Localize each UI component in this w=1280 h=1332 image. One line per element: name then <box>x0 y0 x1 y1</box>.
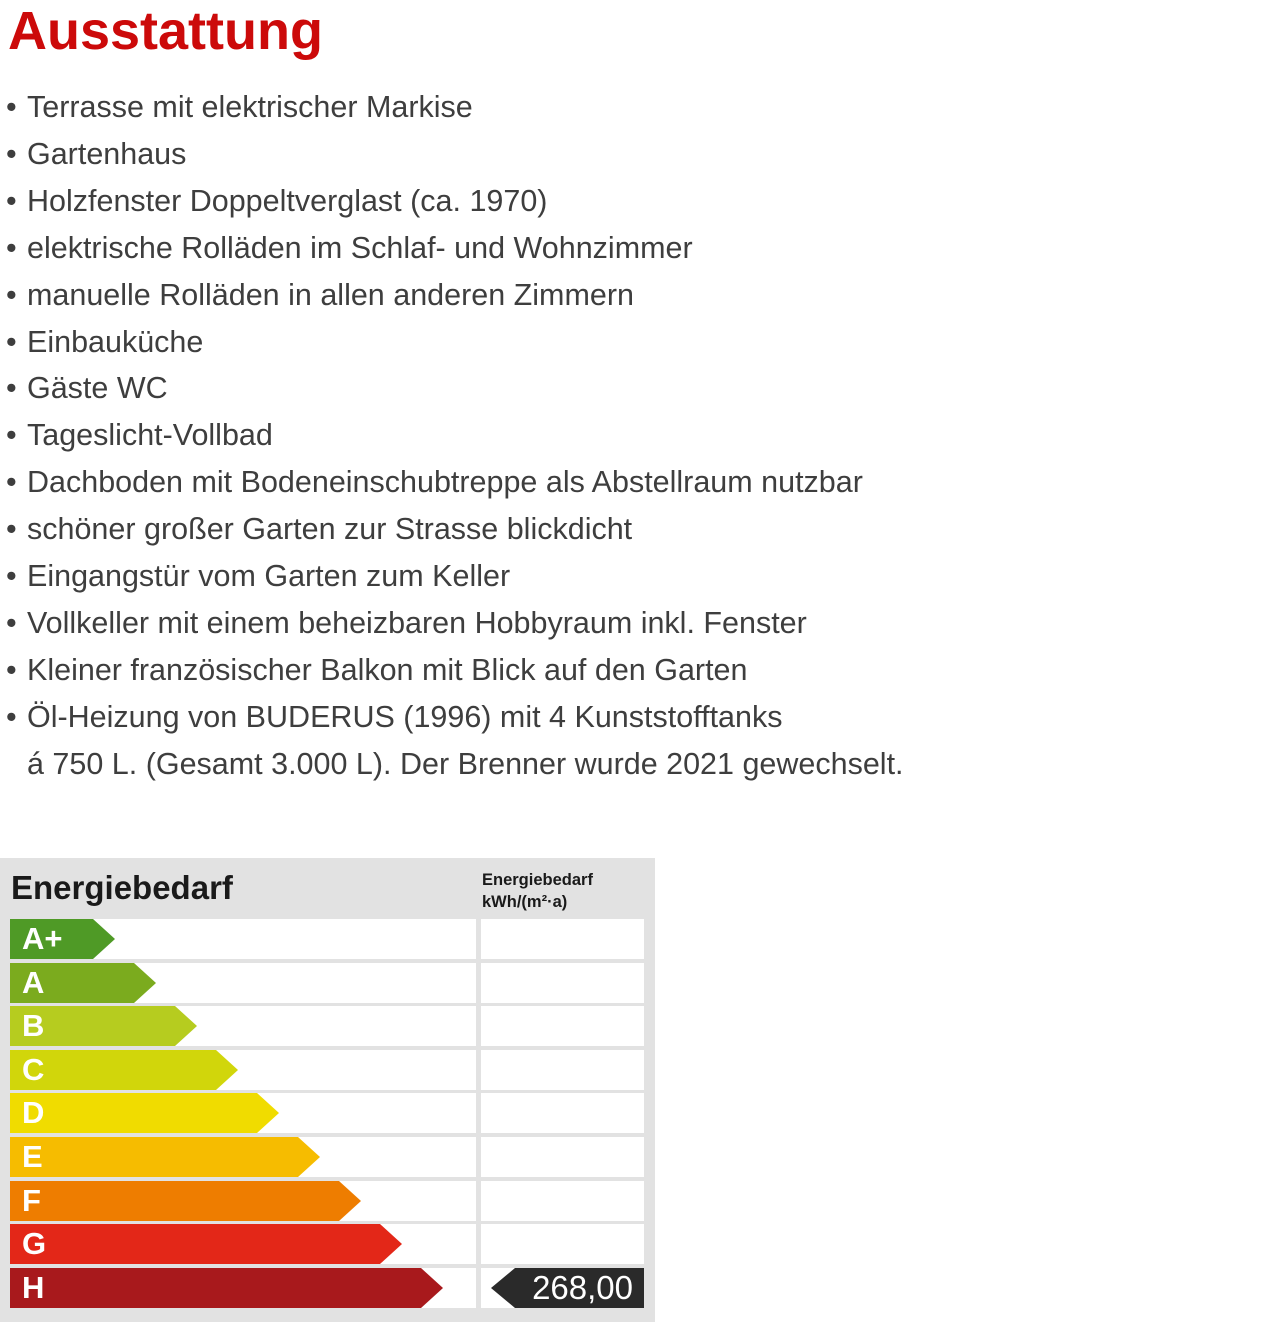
bullet-icon: • <box>6 183 17 218</box>
feature-item-text: Holzfenster Doppeltverglast (ca. 1970) <box>27 183 548 218</box>
feature-item <box>6 84 904 131</box>
feature-list <box>6 84 904 788</box>
energy-value-cell <box>481 1006 644 1046</box>
energy-class-arrow <box>10 1137 320 1177</box>
feature-item-text: Vollkeller mit einem beheizbaren Hobbyraum inkl. Fenster <box>27 605 807 640</box>
energy-value-cell <box>481 1268 644 1308</box>
energy-class-arrow <box>10 1268 443 1308</box>
energy-class-label: F <box>22 1182 41 1218</box>
energy-class-row <box>10 1137 645 1177</box>
feature-item <box>6 178 904 225</box>
energy-class-row <box>10 1050 645 1090</box>
energy-class-arrow <box>10 1181 361 1221</box>
feature-item <box>6 412 904 459</box>
feature-item <box>6 459 904 506</box>
feature-item-text: Dachboden mit Bodeneinschubtreppe als Abstellraum nutzbar <box>27 465 863 500</box>
bullet-icon: • <box>6 371 17 406</box>
bullet-icon: • <box>6 652 17 687</box>
energy-value-marker <box>481 1268 644 1308</box>
energy-label-title: Energiebedarf <box>11 869 233 906</box>
bullet-icon: • <box>6 90 17 124</box>
energy-class-arrow-shape <box>10 1093 279 1133</box>
energy-label <box>0 858 655 1322</box>
bullet-icon: • <box>6 277 17 312</box>
energy-class-arrow-shape <box>10 1181 361 1221</box>
feature-item <box>6 272 904 319</box>
feature-item-text: Eingangstür vom Garten zum Keller <box>27 559 511 594</box>
energy-class-label: B <box>22 1008 45 1044</box>
energy-class-label: E <box>22 1139 43 1174</box>
energy-value-cell <box>481 1181 644 1221</box>
feature-item <box>6 131 904 178</box>
energy-class-arrow <box>10 1224 402 1264</box>
energy-class-label: D <box>22 1095 45 1131</box>
energy-value-cell <box>481 919 644 959</box>
feature-item-text: Einbauküche <box>27 324 204 359</box>
energy-value-column-title: Energiebedarf <box>482 871 593 889</box>
energy-class-row <box>10 1224 645 1264</box>
feature-item <box>6 694 904 788</box>
energy-class-label: H <box>22 1269 45 1305</box>
section-heading: Ausstattung <box>8 1 323 61</box>
feature-item-text: elektrische Rolläden im Schlaf- und Wohnzimmer <box>27 230 693 265</box>
energy-class-row <box>10 963 645 1003</box>
bullet-icon: • <box>6 465 17 500</box>
bullet-icon: • <box>6 605 17 640</box>
feature-item <box>6 553 904 600</box>
energy-class-arrow-shape <box>10 1268 443 1308</box>
energy-class-arrow-shape <box>10 1137 320 1177</box>
feature-item-text: Terrasse mit elektrischer Markise <box>27 90 473 124</box>
energy-class-row <box>10 919 645 959</box>
energy-value-cell <box>481 1050 644 1090</box>
feature-item-text: manuelle Rolläden in allen anderen Zimmern <box>27 277 634 312</box>
bullet-icon: • <box>6 699 17 734</box>
feature-item-text: á 750 L. (Gesamt 3.000 L). Der Brenner wurde 2021 gewechselt. <box>27 746 904 781</box>
bullet-icon: • <box>6 559 17 594</box>
feature-item <box>6 506 904 553</box>
energy-class-label: A+ <box>22 921 63 956</box>
energy-value-cell <box>481 1093 644 1133</box>
energy-class-arrow <box>10 1093 279 1133</box>
energy-class-row <box>10 1006 645 1046</box>
feature-item-text: schöner großer Garten zur Strasse blickdicht <box>27 512 633 547</box>
feature-item <box>6 365 904 412</box>
energy-class-arrow-shape <box>10 1224 402 1264</box>
energy-class-label: A <box>22 964 45 1000</box>
energy-value: 268,00 <box>532 1268 633 1306</box>
bullet-icon: • <box>6 512 17 547</box>
energy-value-column-heading <box>482 869 593 913</box>
bullet-icon: • <box>6 418 17 453</box>
feature-item <box>6 225 904 272</box>
energy-value-cell <box>481 1137 644 1177</box>
feature-item-text: Öl-Heizung von BUDERUS (1996) mit 4 Kunststofftanks <box>27 699 783 734</box>
feature-item-text: Gäste WC <box>27 371 168 406</box>
energy-value-cell <box>481 963 644 1003</box>
energy-class-row <box>10 1181 645 1221</box>
feature-item-text: Gartenhaus <box>27 136 187 171</box>
energy-class-row <box>10 1093 645 1133</box>
feature-item-text: Kleiner französischer Balkon mit Blick auf den Garten <box>27 652 748 687</box>
energy-value-cell <box>481 1224 644 1264</box>
energy-class-label: G <box>22 1226 47 1262</box>
bullet-icon: • <box>6 136 17 171</box>
feature-item-text: Tageslicht-Vollbad <box>27 418 273 453</box>
feature-item <box>6 647 904 694</box>
energy-class-label: C <box>22 1051 45 1087</box>
bullet-icon: • <box>6 324 17 359</box>
bullet-icon: • <box>6 230 17 265</box>
energy-value-column-unit: kWh/(m²·a) <box>482 893 568 911</box>
feature-item <box>6 319 904 366</box>
feature-item <box>6 600 904 647</box>
energy-class-row <box>10 1268 645 1308</box>
